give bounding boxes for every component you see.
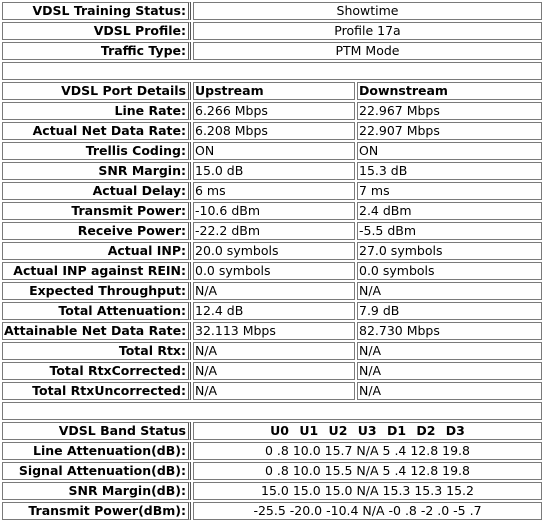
downstream-value: N/A: [357, 342, 542, 360]
port-row-actual-inp-against-rein: [2, 262, 542, 280]
port-details-header: VDSL Port Details: [2, 82, 191, 100]
port-row-label: Actual INP against REIN:: [2, 262, 191, 280]
downstream-header: Downstream: [357, 82, 542, 100]
port-row-total-rtx: [2, 342, 542, 360]
training-status-value: Showtime: [193, 2, 542, 20]
band-row-label: Line Attenuation(dB):: [2, 442, 191, 460]
downstream-value: 0.0 symbols: [357, 262, 542, 280]
port-row-label: Actual Net Data Rate:: [2, 122, 191, 140]
downstream-value: N/A: [357, 362, 542, 380]
port-row-actual-inp: [2, 242, 542, 260]
upstream-value: 0.0 symbols: [193, 262, 355, 280]
port-row-receive-power: [2, 222, 542, 240]
port-row-total-attenuation: [2, 302, 542, 320]
profile-value: Profile 17a: [193, 22, 542, 40]
downstream-value: 82.730 Mbps: [357, 322, 542, 340]
upstream-value: N/A: [193, 342, 355, 360]
vdsl-status-body: [2, 2, 542, 520]
downstream-value: 27.0 symbols: [357, 242, 542, 260]
upstream-value: 6.266 Mbps: [193, 102, 355, 120]
band-row-signal-attenuation-db: [2, 462, 542, 480]
band-row-values: 15.0 15.0 15.0 N/A 15.3 15.3 15.2: [193, 482, 542, 500]
downstream-value: 7.9 dB: [357, 302, 542, 320]
upstream-value: 20.0 symbols: [193, 242, 355, 260]
band-row-label: Transmit Power(dBm):: [2, 502, 191, 520]
port-row-actual-delay: [2, 182, 542, 200]
spacer-row: [2, 62, 542, 80]
upstream-value: 32.113 Mbps: [193, 322, 355, 340]
port-row-label: Line Rate:: [2, 102, 191, 120]
port-row-label: Actual INP:: [2, 242, 191, 260]
port-row-label: Total Rtx:: [2, 342, 191, 360]
port-row-attainable-net-data-rate: [2, 322, 542, 340]
upstream-value: 15.0 dB: [193, 162, 355, 180]
port-row-expected-throughput: [2, 282, 542, 300]
port-row-actual-net-data-rate: [2, 122, 542, 140]
profile-label: VDSL Profile:: [2, 22, 191, 40]
upstream-header: Upstream: [193, 82, 355, 100]
port-row-label: Receive Power:: [2, 222, 191, 240]
port-row-total-rtxuncorrected: [2, 382, 542, 400]
band-row-snr-margin-db: [2, 482, 542, 500]
downstream-value: 7 ms: [357, 182, 542, 200]
upstream-value: N/A: [193, 362, 355, 380]
band-status-header-row: [2, 422, 542, 440]
upstream-value: 6.208 Mbps: [193, 122, 355, 140]
upstream-value: N/A: [193, 382, 355, 400]
port-row-label: SNR Margin:: [2, 162, 191, 180]
downstream-value: N/A: [357, 382, 542, 400]
upstream-value: 12.4 dB: [193, 302, 355, 320]
upstream-value: -10.6 dBm: [193, 202, 355, 220]
port-row-trellis-coding: [2, 142, 542, 160]
downstream-value: -5.5 dBm: [357, 222, 542, 240]
downstream-value: 2.4 dBm: [357, 202, 542, 220]
upstream-value: N/A: [193, 282, 355, 300]
upstream-value: -22.2 dBm: [193, 222, 355, 240]
training-status-label: VDSL Training Status:: [2, 2, 191, 20]
summary-row-profile: [2, 22, 542, 40]
summary-row-training-status: [2, 2, 542, 20]
port-row-snr-margin: [2, 162, 542, 180]
band-row-values: 0 .8 10.0 15.7 N/A 5 .4 12.8 19.8: [193, 442, 542, 460]
port-details-header-row: [2, 82, 542, 100]
band-columns-header: U0 U1 U2 U3 D1 D2 D3: [193, 422, 542, 440]
summary-row-traffic-type: [2, 42, 542, 60]
port-row-label: Trellis Coding:: [2, 142, 191, 160]
upstream-value: ON: [193, 142, 355, 160]
port-row-label: Transmit Power:: [2, 202, 191, 220]
port-row-label: Total Attenuation:: [2, 302, 191, 320]
band-status-header: VDSL Band Status: [2, 422, 191, 440]
band-row-transmit-power-dbm: [2, 502, 542, 520]
port-row-label: Total RtxCorrected:: [2, 362, 191, 380]
port-row-total-rtxcorrected: [2, 362, 542, 380]
port-row-label: Attainable Net Data Rate:: [2, 322, 191, 340]
downstream-value: ON: [357, 142, 542, 160]
port-row-label: Actual Delay:: [2, 182, 191, 200]
spacer-cell: [2, 402, 542, 420]
spacer-row: [2, 402, 542, 420]
band-row-line-attenuation-db: [2, 442, 542, 460]
traffic-type-label: Traffic Type:: [2, 42, 191, 60]
traffic-type-value: PTM Mode: [193, 42, 542, 60]
band-row-label: Signal Attenuation(dB):: [2, 462, 191, 480]
band-row-values: 0 .8 10.0 15.5 N/A 5 .4 12.8 19.8: [193, 462, 542, 480]
downstream-value: 22.907 Mbps: [357, 122, 542, 140]
downstream-value: N/A: [357, 282, 542, 300]
port-row-transmit-power: [2, 202, 542, 220]
spacer-cell: [2, 62, 542, 80]
downstream-value: 22.967 Mbps: [357, 102, 542, 120]
band-row-values: -25.5 -20.0 -10.4 N/A -0 .8 -2 .0 -5 .7: [193, 502, 542, 520]
port-row-label: Total RtxUncorrected:: [2, 382, 191, 400]
port-row-label: Expected Throughput:: [2, 282, 191, 300]
band-row-label: SNR Margin(dB):: [2, 482, 191, 500]
port-row-line-rate: [2, 102, 542, 120]
upstream-value: 6 ms: [193, 182, 355, 200]
downstream-value: 15.3 dB: [357, 162, 542, 180]
